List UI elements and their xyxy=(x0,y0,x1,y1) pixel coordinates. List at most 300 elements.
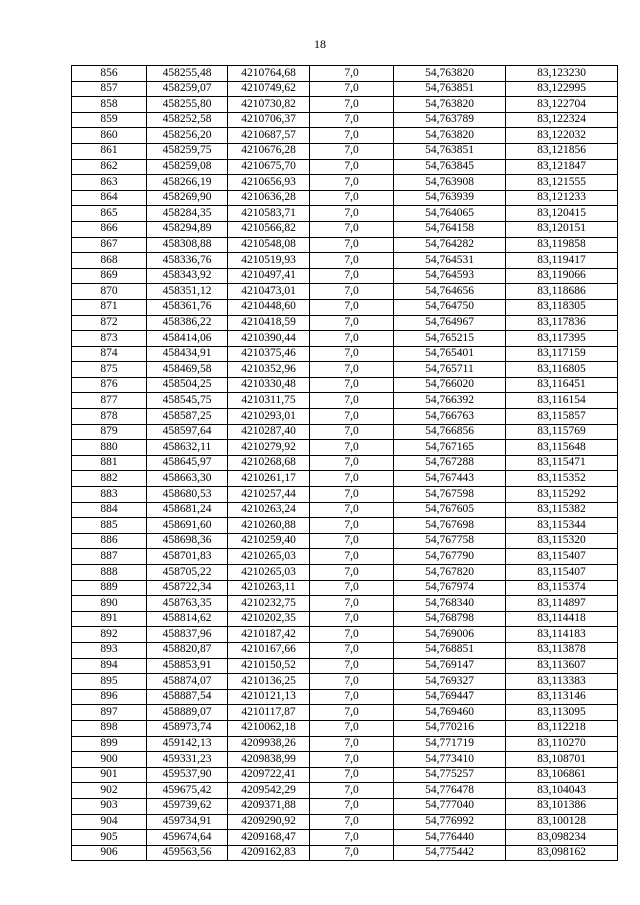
latitude-cell: 54,763939 xyxy=(394,190,506,206)
y-coordinate-cell: 4210497,41 xyxy=(228,268,310,284)
y-coordinate-cell: 4210636,28 xyxy=(228,190,310,206)
x-coordinate-cell: 458284,35 xyxy=(147,206,228,222)
latitude-cell: 54,767758 xyxy=(394,533,506,549)
y-coordinate-cell: 4210519,93 xyxy=(228,253,310,269)
x-coordinate-cell: 458386,22 xyxy=(147,315,228,331)
longitude-cell: 83,113146 xyxy=(506,689,618,705)
latitude-cell: 54,764593 xyxy=(394,268,506,284)
latitude-cell: 54,768798 xyxy=(394,611,506,627)
longitude-cell: 83,106861 xyxy=(506,767,618,783)
latitude-cell: 54,763851 xyxy=(394,81,506,97)
offset-cell: 7,0 xyxy=(310,487,394,503)
latitude-cell: 54,765215 xyxy=(394,331,506,347)
point-number-cell: 893 xyxy=(72,642,147,658)
table-row xyxy=(72,97,618,113)
offset-cell: 7,0 xyxy=(310,284,394,300)
y-coordinate-cell: 4210062,18 xyxy=(228,720,310,736)
point-number-cell: 899 xyxy=(72,736,147,752)
point-number-cell: 878 xyxy=(72,409,147,425)
offset-cell: 7,0 xyxy=(310,502,394,518)
latitude-cell: 54,767288 xyxy=(394,455,506,471)
x-coordinate-cell: 458701,83 xyxy=(147,549,228,565)
y-coordinate-cell: 4210202,35 xyxy=(228,611,310,627)
y-coordinate-cell: 4210232,75 xyxy=(228,596,310,612)
x-coordinate-cell: 458256,20 xyxy=(147,128,228,144)
longitude-cell: 83,114897 xyxy=(506,596,618,612)
latitude-cell: 54,763908 xyxy=(394,175,506,191)
offset-cell: 7,0 xyxy=(310,689,394,705)
longitude-cell: 83,120415 xyxy=(506,206,618,222)
y-coordinate-cell: 4210287,40 xyxy=(228,424,310,440)
longitude-cell: 83,118686 xyxy=(506,284,618,300)
longitude-cell: 83,117836 xyxy=(506,315,618,331)
point-number-cell: 897 xyxy=(72,705,147,721)
offset-cell: 7,0 xyxy=(310,393,394,409)
longitude-cell: 83,098234 xyxy=(506,830,618,846)
longitude-cell: 83,115407 xyxy=(506,549,618,565)
y-coordinate-cell: 4209290,92 xyxy=(228,814,310,830)
longitude-cell: 83,114183 xyxy=(506,627,618,643)
point-number-cell: 859 xyxy=(72,112,147,128)
latitude-cell: 54,775257 xyxy=(394,767,506,783)
x-coordinate-cell: 458820,87 xyxy=(147,642,228,658)
point-number-cell: 857 xyxy=(72,81,147,97)
table-row xyxy=(72,642,618,658)
y-coordinate-cell: 4210187,42 xyxy=(228,627,310,643)
offset-cell: 7,0 xyxy=(310,66,394,82)
x-coordinate-cell: 458681,24 xyxy=(147,502,228,518)
offset-cell: 7,0 xyxy=(310,424,394,440)
x-coordinate-cell: 458255,48 xyxy=(147,66,228,82)
longitude-cell: 83,120151 xyxy=(506,221,618,237)
table-row xyxy=(72,253,618,269)
offset-cell: 7,0 xyxy=(310,565,394,581)
x-coordinate-cell: 458973,74 xyxy=(147,720,228,736)
point-number-cell: 873 xyxy=(72,331,147,347)
latitude-cell: 54,769460 xyxy=(394,705,506,721)
table-row xyxy=(72,221,618,237)
longitude-cell: 83,114418 xyxy=(506,611,618,627)
offset-cell: 7,0 xyxy=(310,767,394,783)
offset-cell: 7,0 xyxy=(310,331,394,347)
longitude-cell: 83,121847 xyxy=(506,159,618,175)
table-row xyxy=(72,175,618,191)
table-row xyxy=(72,299,618,315)
x-coordinate-cell: 458680,53 xyxy=(147,487,228,503)
x-coordinate-cell: 459563,56 xyxy=(147,845,228,861)
latitude-cell: 54,763820 xyxy=(394,128,506,144)
latitude-cell: 54,767790 xyxy=(394,549,506,565)
y-coordinate-cell: 4210330,48 xyxy=(228,377,310,393)
point-number-cell: 904 xyxy=(72,814,147,830)
latitude-cell: 54,776992 xyxy=(394,814,506,830)
table-row xyxy=(72,752,618,768)
table-row xyxy=(72,705,618,721)
latitude-cell: 54,763851 xyxy=(394,143,506,159)
offset-cell: 7,0 xyxy=(310,315,394,331)
table-row xyxy=(72,814,618,830)
longitude-cell: 83,115382 xyxy=(506,502,618,518)
offset-cell: 7,0 xyxy=(310,642,394,658)
point-number-cell: 884 xyxy=(72,502,147,518)
point-number-cell: 890 xyxy=(72,596,147,612)
x-coordinate-cell: 458722,34 xyxy=(147,580,228,596)
x-coordinate-cell: 458361,76 xyxy=(147,299,228,315)
longitude-cell: 83,122032 xyxy=(506,128,618,144)
point-number-cell: 896 xyxy=(72,689,147,705)
point-number-cell: 882 xyxy=(72,471,147,487)
point-number-cell: 905 xyxy=(72,830,147,846)
latitude-cell: 54,769006 xyxy=(394,627,506,643)
x-coordinate-cell: 459537,90 xyxy=(147,767,228,783)
offset-cell: 7,0 xyxy=(310,674,394,690)
longitude-cell: 83,119417 xyxy=(506,253,618,269)
point-number-cell: 903 xyxy=(72,798,147,814)
offset-cell: 7,0 xyxy=(310,611,394,627)
table-row xyxy=(72,658,618,674)
y-coordinate-cell: 4210473,01 xyxy=(228,284,310,300)
table-row xyxy=(72,112,618,128)
y-coordinate-cell: 4210566,82 xyxy=(228,221,310,237)
x-coordinate-cell: 458645,97 xyxy=(147,455,228,471)
table-row xyxy=(72,362,618,378)
table-row xyxy=(72,674,618,690)
y-coordinate-cell: 4210150,52 xyxy=(228,658,310,674)
x-coordinate-cell: 459734,91 xyxy=(147,814,228,830)
latitude-cell: 54,769447 xyxy=(394,689,506,705)
table-row xyxy=(72,783,618,799)
x-coordinate-cell: 458351,12 xyxy=(147,284,228,300)
point-number-cell: 870 xyxy=(72,284,147,300)
x-coordinate-cell: 458294,89 xyxy=(147,221,228,237)
y-coordinate-cell: 4210121,13 xyxy=(228,689,310,705)
offset-cell: 7,0 xyxy=(310,705,394,721)
x-coordinate-cell: 458255,80 xyxy=(147,97,228,113)
y-coordinate-cell: 4210390,44 xyxy=(228,331,310,347)
longitude-cell: 83,121233 xyxy=(506,190,618,206)
offset-cell: 7,0 xyxy=(310,175,394,191)
point-number-cell: 901 xyxy=(72,767,147,783)
table-row xyxy=(72,845,618,861)
x-coordinate-cell: 458252,58 xyxy=(147,112,228,128)
offset-cell: 7,0 xyxy=(310,580,394,596)
offset-cell: 7,0 xyxy=(310,596,394,612)
table-row xyxy=(72,284,618,300)
y-coordinate-cell: 4209168,47 xyxy=(228,830,310,846)
point-number-cell: 880 xyxy=(72,440,147,456)
x-coordinate-cell: 458434,91 xyxy=(147,346,228,362)
offset-cell: 7,0 xyxy=(310,814,394,830)
table-row xyxy=(72,159,618,175)
offset-cell: 7,0 xyxy=(310,409,394,425)
point-number-cell: 906 xyxy=(72,845,147,861)
longitude-cell: 83,116805 xyxy=(506,362,618,378)
y-coordinate-cell: 4210136,25 xyxy=(228,674,310,690)
offset-cell: 7,0 xyxy=(310,845,394,861)
table-row xyxy=(72,409,618,425)
y-coordinate-cell: 4209722,41 xyxy=(228,767,310,783)
point-number-cell: 900 xyxy=(72,752,147,768)
latitude-cell: 54,768340 xyxy=(394,596,506,612)
offset-cell: 7,0 xyxy=(310,253,394,269)
point-number-cell: 856 xyxy=(72,66,147,82)
longitude-cell: 83,100128 xyxy=(506,814,618,830)
longitude-cell: 83,115352 xyxy=(506,471,618,487)
point-number-cell: 887 xyxy=(72,549,147,565)
longitude-cell: 83,113878 xyxy=(506,642,618,658)
x-coordinate-cell: 458414,06 xyxy=(147,331,228,347)
table-row xyxy=(72,128,618,144)
latitude-cell: 54,769147 xyxy=(394,658,506,674)
table-row xyxy=(72,190,618,206)
latitude-cell: 54,766020 xyxy=(394,377,506,393)
latitude-cell: 54,763820 xyxy=(394,97,506,113)
point-number-cell: 876 xyxy=(72,377,147,393)
point-number-cell: 863 xyxy=(72,175,147,191)
point-number-cell: 886 xyxy=(72,533,147,549)
x-coordinate-cell: 458814,62 xyxy=(147,611,228,627)
offset-cell: 7,0 xyxy=(310,752,394,768)
latitude-cell: 54,765711 xyxy=(394,362,506,378)
point-number-cell: 872 xyxy=(72,315,147,331)
offset-cell: 7,0 xyxy=(310,533,394,549)
longitude-cell: 83,113383 xyxy=(506,674,618,690)
latitude-cell: 54,763845 xyxy=(394,159,506,175)
longitude-cell: 83,117395 xyxy=(506,331,618,347)
latitude-cell: 54,767443 xyxy=(394,471,506,487)
longitude-cell: 83,115374 xyxy=(506,580,618,596)
x-coordinate-cell: 458308,88 xyxy=(147,237,228,253)
point-number-cell: 885 xyxy=(72,518,147,534)
x-coordinate-cell: 459142,13 xyxy=(147,736,228,752)
x-coordinate-cell: 458632,11 xyxy=(147,440,228,456)
y-coordinate-cell: 4209542,29 xyxy=(228,783,310,799)
offset-cell: 7,0 xyxy=(310,798,394,814)
latitude-cell: 54,766392 xyxy=(394,393,506,409)
longitude-cell: 83,122324 xyxy=(506,112,618,128)
point-number-cell: 874 xyxy=(72,346,147,362)
y-coordinate-cell: 4209838,99 xyxy=(228,752,310,768)
offset-cell: 7,0 xyxy=(310,471,394,487)
x-coordinate-cell: 458504,25 xyxy=(147,377,228,393)
point-number-cell: 883 xyxy=(72,487,147,503)
y-coordinate-cell: 4210293,01 xyxy=(228,409,310,425)
x-coordinate-cell: 458259,75 xyxy=(147,143,228,159)
x-coordinate-cell: 458587,25 xyxy=(147,409,228,425)
latitude-cell: 54,767974 xyxy=(394,580,506,596)
longitude-cell: 83,110270 xyxy=(506,736,618,752)
latitude-cell: 54,764282 xyxy=(394,237,506,253)
latitude-cell: 54,764158 xyxy=(394,221,506,237)
offset-cell: 7,0 xyxy=(310,783,394,799)
y-coordinate-cell: 4210117,87 xyxy=(228,705,310,721)
table-row xyxy=(72,455,618,471)
offset-cell: 7,0 xyxy=(310,440,394,456)
offset-cell: 7,0 xyxy=(310,128,394,144)
table-row xyxy=(72,377,618,393)
table-row xyxy=(72,331,618,347)
longitude-cell: 83,112218 xyxy=(506,720,618,736)
table-row xyxy=(72,66,618,82)
table-row xyxy=(72,830,618,846)
coordinates-table-body xyxy=(72,66,618,861)
longitude-cell: 83,115292 xyxy=(506,487,618,503)
offset-cell: 7,0 xyxy=(310,190,394,206)
table-row xyxy=(72,81,618,97)
x-coordinate-cell: 458469,58 xyxy=(147,362,228,378)
table-row xyxy=(72,143,618,159)
y-coordinate-cell: 4210730,82 xyxy=(228,97,310,113)
longitude-cell: 83,115407 xyxy=(506,565,618,581)
table-row xyxy=(72,627,618,643)
longitude-cell: 83,119066 xyxy=(506,268,618,284)
offset-cell: 7,0 xyxy=(310,549,394,565)
offset-cell: 7,0 xyxy=(310,268,394,284)
y-coordinate-cell: 4209371,88 xyxy=(228,798,310,814)
longitude-cell: 83,117159 xyxy=(506,346,618,362)
latitude-cell: 54,770216 xyxy=(394,720,506,736)
y-coordinate-cell: 4210548,08 xyxy=(228,237,310,253)
x-coordinate-cell: 458887,54 xyxy=(147,689,228,705)
y-coordinate-cell: 4210418,59 xyxy=(228,315,310,331)
y-coordinate-cell: 4210279,92 xyxy=(228,440,310,456)
x-coordinate-cell: 458343,92 xyxy=(147,268,228,284)
x-coordinate-cell: 458336,76 xyxy=(147,253,228,269)
x-coordinate-cell: 458663,30 xyxy=(147,471,228,487)
y-coordinate-cell: 4210764,68 xyxy=(228,66,310,82)
offset-cell: 7,0 xyxy=(310,736,394,752)
point-number-cell: 875 xyxy=(72,362,147,378)
y-coordinate-cell: 4210268,68 xyxy=(228,455,310,471)
table-row xyxy=(72,736,618,752)
x-coordinate-cell: 458705,22 xyxy=(147,565,228,581)
longitude-cell: 83,104043 xyxy=(506,783,618,799)
table-row xyxy=(72,518,618,534)
table-row xyxy=(72,424,618,440)
longitude-cell: 83,113095 xyxy=(506,705,618,721)
y-coordinate-cell: 4210656,93 xyxy=(228,175,310,191)
offset-cell: 7,0 xyxy=(310,112,394,128)
y-coordinate-cell: 4210706,37 xyxy=(228,112,310,128)
point-number-cell: 868 xyxy=(72,253,147,269)
latitude-cell: 54,767598 xyxy=(394,487,506,503)
y-coordinate-cell: 4210261,17 xyxy=(228,471,310,487)
offset-cell: 7,0 xyxy=(310,346,394,362)
point-number-cell: 889 xyxy=(72,580,147,596)
longitude-cell: 83,113607 xyxy=(506,658,618,674)
table-row xyxy=(72,268,618,284)
point-number-cell: 877 xyxy=(72,393,147,409)
x-coordinate-cell: 458266,19 xyxy=(147,175,228,191)
point-number-cell: 891 xyxy=(72,611,147,627)
table-row xyxy=(72,689,618,705)
x-coordinate-cell: 458698,36 xyxy=(147,533,228,549)
y-coordinate-cell: 4210687,57 xyxy=(228,128,310,144)
x-coordinate-cell: 459739,62 xyxy=(147,798,228,814)
point-number-cell: 867 xyxy=(72,237,147,253)
point-number-cell: 895 xyxy=(72,674,147,690)
offset-cell: 7,0 xyxy=(310,455,394,471)
x-coordinate-cell: 458269,90 xyxy=(147,190,228,206)
y-coordinate-cell: 4210259,40 xyxy=(228,533,310,549)
latitude-cell: 54,766763 xyxy=(394,409,506,425)
table-row xyxy=(72,206,618,222)
x-coordinate-cell: 458889,07 xyxy=(147,705,228,721)
y-coordinate-cell: 4210311,75 xyxy=(228,393,310,409)
latitude-cell: 54,767605 xyxy=(394,502,506,518)
longitude-cell: 83,122704 xyxy=(506,97,618,113)
point-number-cell: 898 xyxy=(72,720,147,736)
x-coordinate-cell: 459331,23 xyxy=(147,752,228,768)
latitude-cell: 54,775442 xyxy=(394,845,506,861)
y-coordinate-cell: 4210448,60 xyxy=(228,299,310,315)
longitude-cell: 83,101386 xyxy=(506,798,618,814)
table-row xyxy=(72,580,618,596)
y-coordinate-cell: 4210265,03 xyxy=(228,565,310,581)
point-number-cell: 866 xyxy=(72,221,147,237)
offset-cell: 7,0 xyxy=(310,627,394,643)
table-row xyxy=(72,237,618,253)
offset-cell: 7,0 xyxy=(310,143,394,159)
longitude-cell: 83,098162 xyxy=(506,845,618,861)
latitude-cell: 54,764531 xyxy=(394,253,506,269)
latitude-cell: 54,771719 xyxy=(394,736,506,752)
latitude-cell: 54,769327 xyxy=(394,674,506,690)
x-coordinate-cell: 458259,07 xyxy=(147,81,228,97)
offset-cell: 7,0 xyxy=(310,518,394,534)
y-coordinate-cell: 4210265,03 xyxy=(228,549,310,565)
x-coordinate-cell: 458691,60 xyxy=(147,518,228,534)
y-coordinate-cell: 4210375,46 xyxy=(228,346,310,362)
longitude-cell: 83,123230 xyxy=(506,66,618,82)
table-row xyxy=(72,487,618,503)
y-coordinate-cell: 4209162,83 xyxy=(228,845,310,861)
point-number-cell: 871 xyxy=(72,299,147,315)
longitude-cell: 83,121555 xyxy=(506,175,618,191)
point-number-cell: 879 xyxy=(72,424,147,440)
latitude-cell: 54,767820 xyxy=(394,565,506,581)
x-coordinate-cell: 458763,35 xyxy=(147,596,228,612)
longitude-cell: 83,116451 xyxy=(506,377,618,393)
y-coordinate-cell: 4210167,66 xyxy=(228,642,310,658)
table-row xyxy=(72,720,618,736)
table-row xyxy=(72,549,618,565)
offset-cell: 7,0 xyxy=(310,237,394,253)
table-row xyxy=(72,611,618,627)
longitude-cell: 83,108701 xyxy=(506,752,618,768)
longitude-cell: 83,118305 xyxy=(506,299,618,315)
point-number-cell: 902 xyxy=(72,783,147,799)
longitude-cell: 83,115648 xyxy=(506,440,618,456)
y-coordinate-cell: 4209938,26 xyxy=(228,736,310,752)
table-row xyxy=(72,315,618,331)
table-row xyxy=(72,798,618,814)
x-coordinate-cell: 458874,07 xyxy=(147,674,228,690)
latitude-cell: 54,773410 xyxy=(394,752,506,768)
latitude-cell: 54,764065 xyxy=(394,206,506,222)
offset-cell: 7,0 xyxy=(310,81,394,97)
y-coordinate-cell: 4210675,70 xyxy=(228,159,310,175)
longitude-cell: 83,122995 xyxy=(506,81,618,97)
latitude-cell: 54,768851 xyxy=(394,642,506,658)
longitude-cell: 83,115857 xyxy=(506,409,618,425)
table-row xyxy=(72,393,618,409)
offset-cell: 7,0 xyxy=(310,221,394,237)
y-coordinate-cell: 4210263,11 xyxy=(228,580,310,596)
point-number-cell: 858 xyxy=(72,97,147,113)
point-number-cell: 861 xyxy=(72,143,147,159)
y-coordinate-cell: 4210676,28 xyxy=(228,143,310,159)
